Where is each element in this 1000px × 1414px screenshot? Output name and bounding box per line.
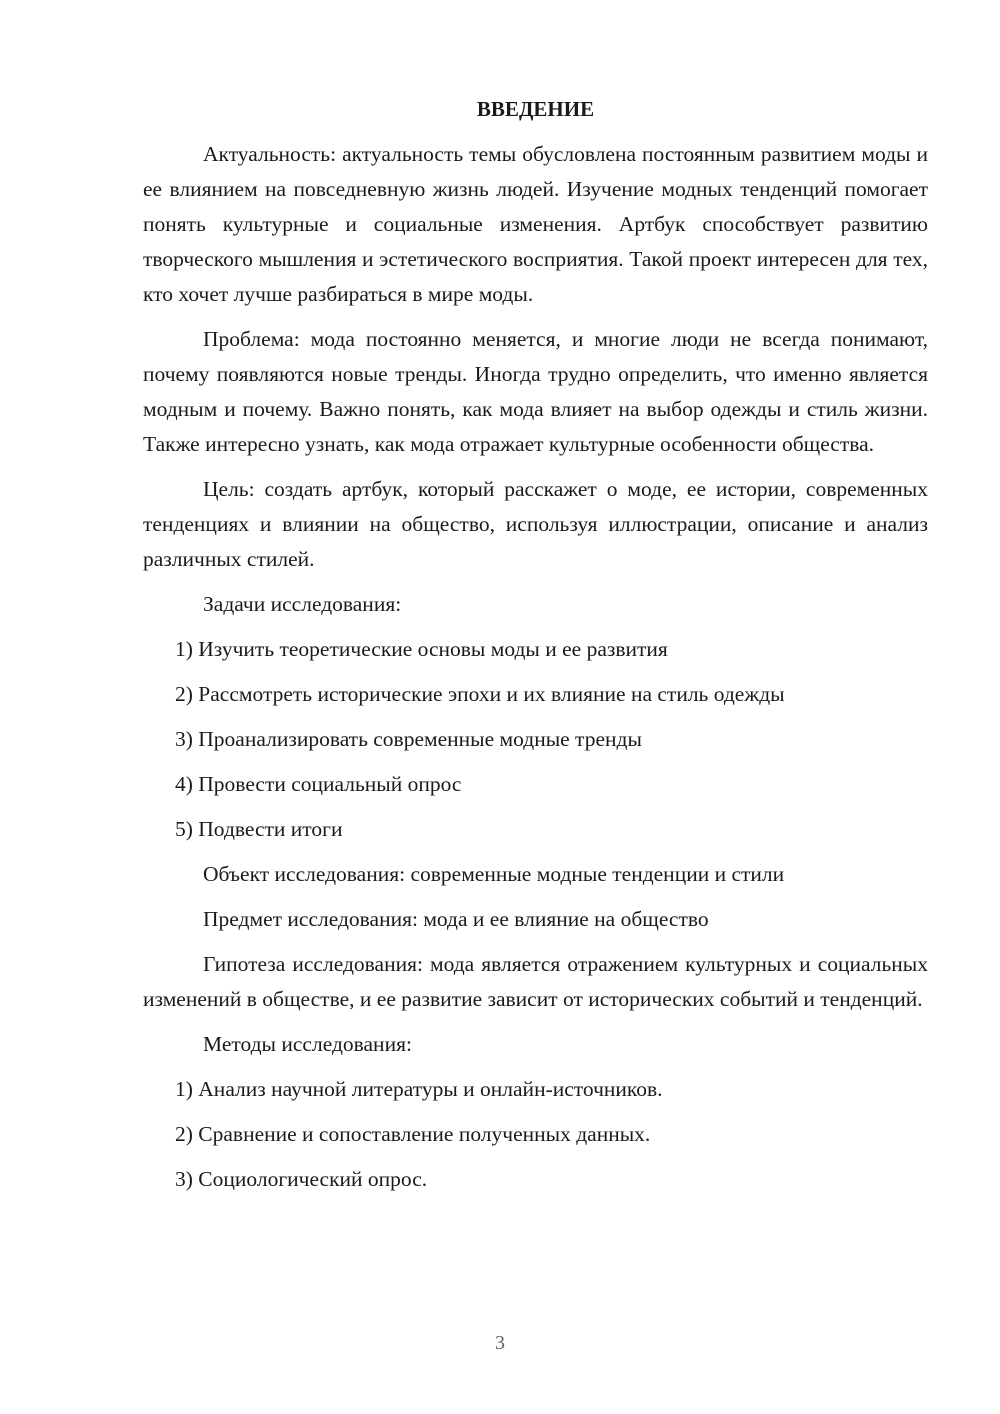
task-item: 1) Изучить теоретические основы моды и ее развития — [175, 637, 668, 661]
method-item: 2) Сравнение и сопоставление полученных данных. — [175, 1122, 651, 1146]
section-title: ВВЕДЕНИЕ — [476, 97, 595, 121]
problem-paragraph: Проблема: мода постоянно меняется, и многие люди не всегда понимают, почему появляются новые тренды. Иногда трудно определить, что именно является модным и почему. Важно понять, как мода влияет на выбор одежды и стиль жизни. Также интересно узнать, как мода отражает культурные особенности общества. — [143, 327, 928, 456]
research-subject: Предмет исследования: мода и ее влияние на общество — [203, 907, 709, 931]
task-item: 4) Провести социальный опрос — [175, 772, 462, 796]
page-number: 3 — [495, 1332, 505, 1354]
task-item: 2) Рассмотреть исторические эпохи и их влияние на стиль одежды — [175, 682, 785, 706]
goal-paragraph: Цель: создать артбук, который расскажет о моде, ее истории, современных тенденциях и влиянии на общество, используя иллюстрации, описание и анализ различных стилей. — [143, 477, 928, 571]
relevance-paragraph: Актуальность: актуальность темы обусловлена постоянным развитием моды и ее влиянием на повседневную жизнь людей. Изучение модных тенденций помогает понять культурные и социальные изменения. Артбук способствует развитию творческого мышления и эстетического восприятия. Такой проект интересен для тех, кто хочет лучше разбираться в мире моды. — [143, 142, 928, 306]
tasks-heading: Задачи исследования: — [203, 592, 402, 616]
methods-heading: Методы исследования: — [203, 1032, 412, 1056]
document-page — [143, 92, 928, 1207]
method-item: 1) Анализ научной литературы и онлайн-источников. — [175, 1077, 663, 1101]
hypothesis-paragraph: Гипотеза исследования: мода является отражением культурных и социальных изменений в обществе, и ее развитие зависит от исторических событий и тенденций. — [143, 952, 928, 1011]
task-item: 3) Проанализировать современные модные тренды — [175, 727, 642, 751]
task-item: 5) Подвести итоги — [175, 817, 343, 841]
method-item: 3) Социологический опрос. — [175, 1167, 428, 1191]
research-object: Объект исследования: современные модные тенденции и стили — [203, 862, 785, 886]
